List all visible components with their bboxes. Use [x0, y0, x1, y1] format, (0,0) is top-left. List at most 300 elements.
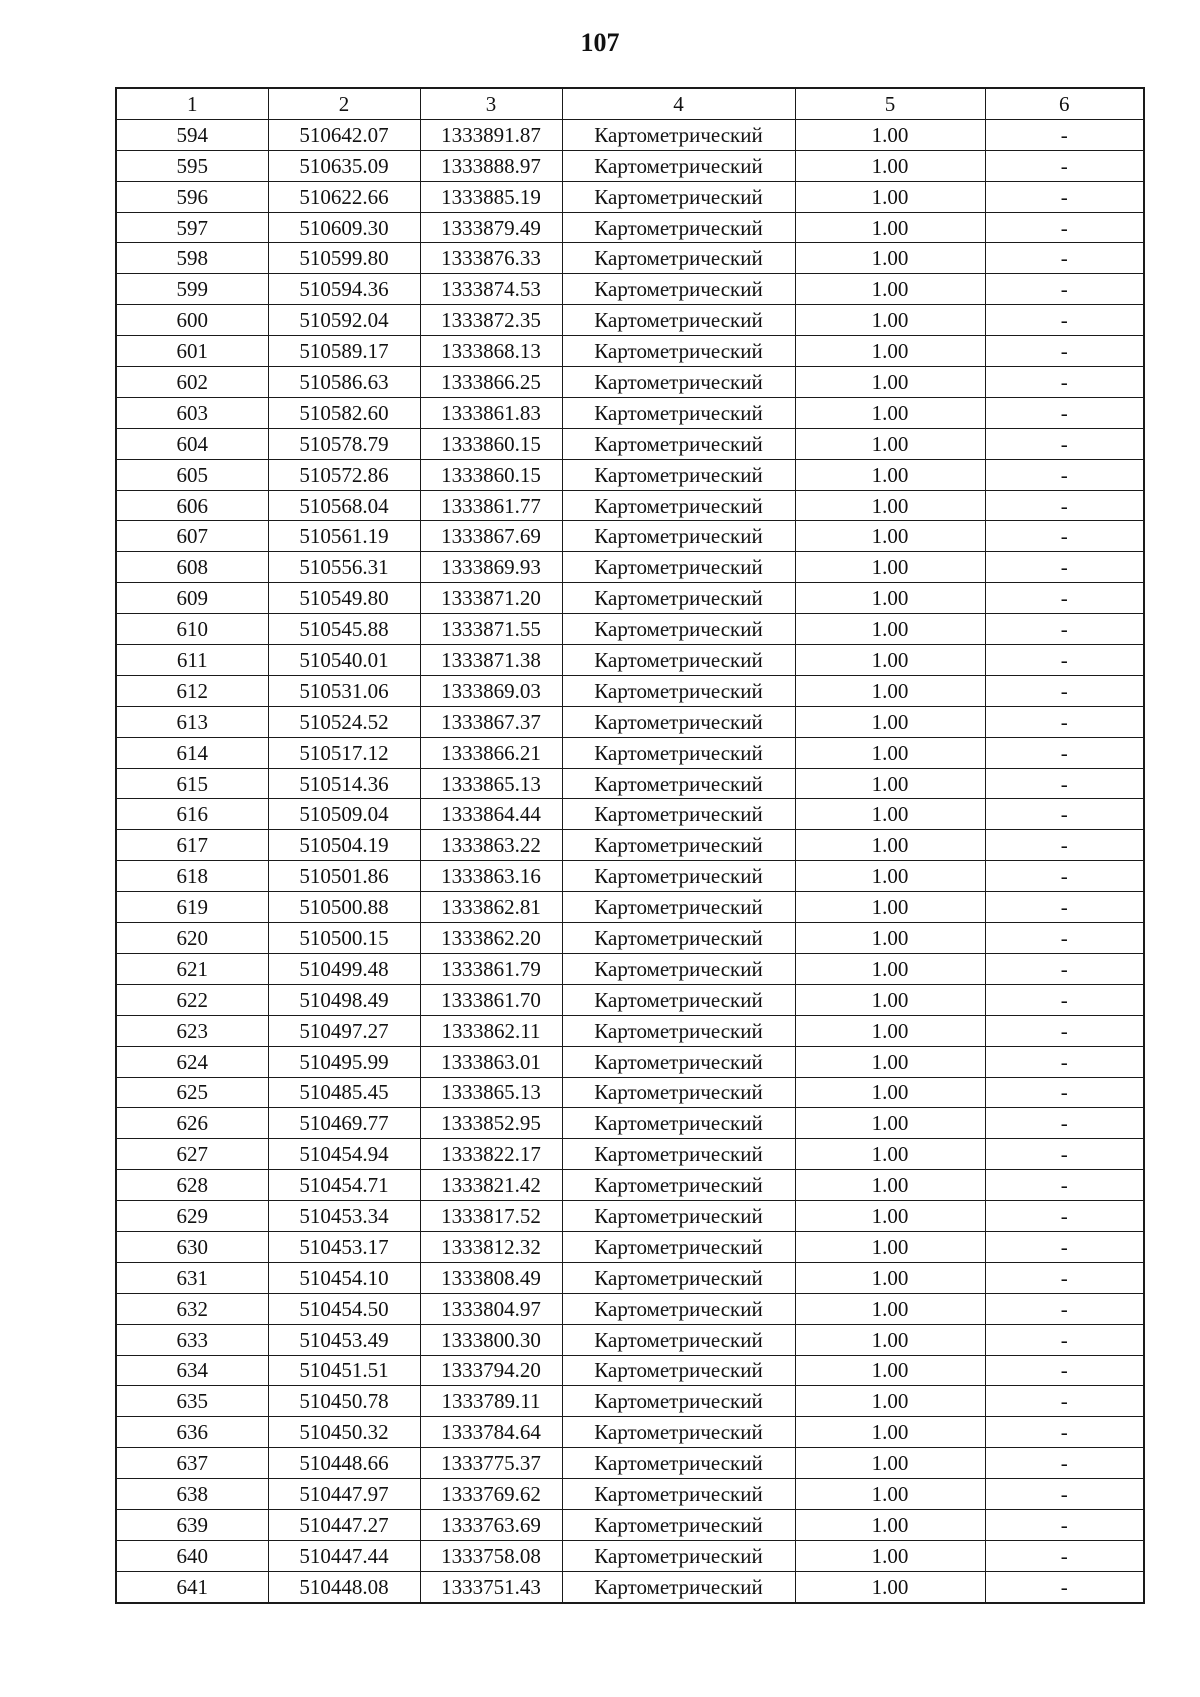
cell-accuracy: 1.00 — [795, 490, 985, 521]
cell-note: - — [985, 1201, 1144, 1232]
cell-coordinate-x: 510540.01 — [268, 645, 420, 676]
cell-note: - — [985, 1324, 1144, 1355]
cell-coordinate-x: 510586.63 — [268, 367, 420, 398]
cell-method: Картометрический — [562, 675, 795, 706]
cell-accuracy: 1.00 — [795, 1479, 985, 1510]
cell-point-number: 600 — [116, 305, 268, 336]
cell-method: Картометрический — [562, 1571, 795, 1602]
cell-point-number: 622 — [116, 984, 268, 1015]
cell-accuracy: 1.00 — [795, 212, 985, 243]
table-row — [116, 459, 1144, 490]
cell-coordinate-y: 1333868.13 — [420, 336, 562, 367]
cell-coordinate-x: 510495.99 — [268, 1046, 420, 1077]
cell-note: - — [985, 984, 1144, 1015]
cell-accuracy: 1.00 — [795, 1231, 985, 1262]
column-header-1: 1 — [116, 88, 268, 119]
cell-method: Картометрический — [562, 119, 795, 150]
cell-note: - — [985, 552, 1144, 583]
cell-coordinate-x: 510545.88 — [268, 614, 420, 645]
cell-method: Картометрический — [562, 336, 795, 367]
cell-point-number: 597 — [116, 212, 268, 243]
cell-coordinate-x: 510592.04 — [268, 305, 420, 336]
cell-coordinate-x: 510504.19 — [268, 830, 420, 861]
cell-method: Картометрический — [562, 953, 795, 984]
cell-note: - — [985, 1046, 1144, 1077]
cell-point-number: 635 — [116, 1386, 268, 1417]
cell-method: Картометрический — [562, 1139, 795, 1170]
cell-coordinate-x: 510447.44 — [268, 1540, 420, 1571]
cell-coordinate-y: 1333865.13 — [420, 1077, 562, 1108]
table-header — [116, 88, 1144, 119]
cell-coordinate-x: 510572.86 — [268, 459, 420, 490]
header-row — [116, 88, 1144, 119]
cell-method: Картометрический — [562, 1509, 795, 1540]
cell-coordinate-y: 1333885.19 — [420, 181, 562, 212]
cell-note: - — [985, 274, 1144, 305]
cell-method: Картометрический — [562, 397, 795, 428]
cell-note: - — [985, 243, 1144, 274]
cell-coordinate-y: 1333817.52 — [420, 1201, 562, 1232]
cell-coordinate-x: 510582.60 — [268, 397, 420, 428]
cell-point-number: 620 — [116, 923, 268, 954]
table-row — [116, 923, 1144, 954]
cell-point-number: 610 — [116, 614, 268, 645]
cell-accuracy: 1.00 — [795, 1417, 985, 1448]
cell-coordinate-y: 1333861.79 — [420, 953, 562, 984]
cell-coordinate-y: 1333852.95 — [420, 1108, 562, 1139]
table-row — [116, 614, 1144, 645]
cell-accuracy: 1.00 — [795, 1386, 985, 1417]
cell-coordinate-x: 510509.04 — [268, 799, 420, 830]
cell-note: - — [985, 181, 1144, 212]
cell-coordinate-x: 510531.06 — [268, 675, 420, 706]
cell-point-number: 639 — [116, 1509, 268, 1540]
cell-coordinate-y: 1333822.17 — [420, 1139, 562, 1170]
cell-coordinate-x: 510501.86 — [268, 861, 420, 892]
cell-point-number: 596 — [116, 181, 268, 212]
cell-note: - — [985, 1509, 1144, 1540]
cell-method: Картометрический — [562, 1386, 795, 1417]
table-row — [116, 706, 1144, 737]
cell-coordinate-y: 1333871.38 — [420, 645, 562, 676]
cell-point-number: 595 — [116, 150, 268, 181]
cell-method: Картометрический — [562, 521, 795, 552]
cell-coordinate-x: 510454.10 — [268, 1262, 420, 1293]
cell-method: Картометрический — [562, 830, 795, 861]
table-row — [116, 1479, 1144, 1510]
table-row — [116, 521, 1144, 552]
cell-point-number: 602 — [116, 367, 268, 398]
cell-note: - — [985, 614, 1144, 645]
cell-coordinate-y: 1333804.97 — [420, 1293, 562, 1324]
cell-point-number: 616 — [116, 799, 268, 830]
cell-coordinate-x: 510499.48 — [268, 953, 420, 984]
cell-coordinate-y: 1333871.55 — [420, 614, 562, 645]
table-row — [116, 1571, 1144, 1602]
cell-method: Картометрический — [562, 984, 795, 1015]
cell-point-number: 614 — [116, 737, 268, 768]
cell-coordinate-x: 510599.80 — [268, 243, 420, 274]
cell-accuracy: 1.00 — [795, 521, 985, 552]
cell-note: - — [985, 397, 1144, 428]
table-row — [116, 1293, 1144, 1324]
table-row — [116, 1201, 1144, 1232]
cell-coordinate-x: 510498.49 — [268, 984, 420, 1015]
cell-accuracy: 1.00 — [795, 984, 985, 1015]
cell-coordinate-y: 1333821.42 — [420, 1170, 562, 1201]
cell-coordinate-x: 510561.19 — [268, 521, 420, 552]
table-row — [116, 490, 1144, 521]
cell-coordinate-y: 1333758.08 — [420, 1540, 562, 1571]
table-row — [116, 150, 1144, 181]
cell-point-number: 617 — [116, 830, 268, 861]
cell-coordinate-y: 1333862.11 — [420, 1015, 562, 1046]
cell-method: Картометрический — [562, 367, 795, 398]
cell-point-number: 627 — [116, 1139, 268, 1170]
cell-note: - — [985, 1417, 1144, 1448]
cell-accuracy: 1.00 — [795, 243, 985, 274]
cell-accuracy: 1.00 — [795, 614, 985, 645]
coordinates-table — [115, 87, 1145, 1604]
cell-coordinate-x: 510497.27 — [268, 1015, 420, 1046]
cell-method: Картометрический — [562, 243, 795, 274]
cell-coordinate-x: 510524.52 — [268, 706, 420, 737]
table-row — [116, 552, 1144, 583]
cell-coordinate-x: 510556.31 — [268, 552, 420, 583]
cell-coordinate-y: 1333866.25 — [420, 367, 562, 398]
cell-coordinate-x: 510448.66 — [268, 1448, 420, 1479]
cell-point-number: 609 — [116, 583, 268, 614]
cell-point-number: 601 — [116, 336, 268, 367]
cell-point-number: 640 — [116, 1540, 268, 1571]
cell-point-number: 641 — [116, 1571, 268, 1602]
cell-method: Картометрический — [562, 181, 795, 212]
cell-accuracy: 1.00 — [795, 892, 985, 923]
cell-coordinate-x: 510453.34 — [268, 1201, 420, 1232]
cell-point-number: 633 — [116, 1324, 268, 1355]
cell-accuracy: 1.00 — [795, 768, 985, 799]
cell-method: Картометрический — [562, 1231, 795, 1262]
cell-note: - — [985, 1262, 1144, 1293]
cell-coordinate-y: 1333888.97 — [420, 150, 562, 181]
cell-coordinate-y: 1333863.01 — [420, 1046, 562, 1077]
cell-accuracy: 1.00 — [795, 367, 985, 398]
cell-point-number: 634 — [116, 1355, 268, 1386]
table-row — [116, 675, 1144, 706]
cell-point-number: 608 — [116, 552, 268, 583]
table-row — [116, 1355, 1144, 1386]
cell-coordinate-x: 510454.94 — [268, 1139, 420, 1170]
cell-coordinate-y: 1333751.43 — [420, 1571, 562, 1602]
page-number: 107 — [580, 28, 620, 57]
cell-coordinate-y: 1333789.11 — [420, 1386, 562, 1417]
cell-accuracy: 1.00 — [795, 1139, 985, 1170]
cell-method: Картометрический — [562, 1355, 795, 1386]
table-row — [116, 181, 1144, 212]
cell-coordinate-x: 510454.71 — [268, 1170, 420, 1201]
cell-accuracy: 1.00 — [795, 552, 985, 583]
table-row — [116, 1108, 1144, 1139]
table-row — [116, 737, 1144, 768]
cell-coordinate-y: 1333874.53 — [420, 274, 562, 305]
table-row — [116, 119, 1144, 150]
cell-method: Картометрический — [562, 1448, 795, 1479]
cell-accuracy: 1.00 — [795, 1324, 985, 1355]
cell-coordinate-x: 510447.97 — [268, 1479, 420, 1510]
cell-coordinate-x: 510514.36 — [268, 768, 420, 799]
cell-coordinate-x: 510453.49 — [268, 1324, 420, 1355]
cell-point-number: 629 — [116, 1201, 268, 1232]
cell-note: - — [985, 830, 1144, 861]
cell-note: - — [985, 706, 1144, 737]
cell-coordinate-y: 1333861.83 — [420, 397, 562, 428]
cell-accuracy: 1.00 — [795, 1108, 985, 1139]
table-row — [116, 1262, 1144, 1293]
cell-point-number: 631 — [116, 1262, 268, 1293]
cell-coordinate-x: 510485.45 — [268, 1077, 420, 1108]
cell-method: Картометрический — [562, 150, 795, 181]
cell-coordinate-y: 1333866.21 — [420, 737, 562, 768]
cell-accuracy: 1.00 — [795, 923, 985, 954]
cell-note: - — [985, 675, 1144, 706]
cell-coordinate-y: 1333808.49 — [420, 1262, 562, 1293]
cell-note: - — [985, 799, 1144, 830]
cell-note: - — [985, 645, 1144, 676]
cell-point-number: 613 — [116, 706, 268, 737]
cell-coordinate-x: 510450.78 — [268, 1386, 420, 1417]
cell-note: - — [985, 737, 1144, 768]
cell-coordinate-y: 1333891.87 — [420, 119, 562, 150]
cell-method: Картометрический — [562, 1046, 795, 1077]
cell-note: - — [985, 768, 1144, 799]
cell-method: Картометрический — [562, 459, 795, 490]
cell-coordinate-x: 510642.07 — [268, 119, 420, 150]
cell-point-number: 624 — [116, 1046, 268, 1077]
cell-accuracy: 1.00 — [795, 1262, 985, 1293]
cell-coordinate-x: 510622.66 — [268, 181, 420, 212]
table-row — [116, 768, 1144, 799]
cell-accuracy: 1.00 — [795, 706, 985, 737]
cell-method: Картометрический — [562, 737, 795, 768]
cell-coordinate-y: 1333794.20 — [420, 1355, 562, 1386]
cell-point-number: 626 — [116, 1108, 268, 1139]
cell-method: Картометрический — [562, 1540, 795, 1571]
table-row — [116, 1509, 1144, 1540]
cell-coordinate-y: 1333862.81 — [420, 892, 562, 923]
cell-note: - — [985, 1108, 1144, 1139]
cell-coordinate-y: 1333784.64 — [420, 1417, 562, 1448]
cell-method: Картометрический — [562, 490, 795, 521]
cell-coordinate-y: 1333869.93 — [420, 552, 562, 583]
cell-point-number: 638 — [116, 1479, 268, 1510]
table-row — [116, 1077, 1144, 1108]
cell-method: Картометрический — [562, 1077, 795, 1108]
cell-note: - — [985, 1386, 1144, 1417]
table-row — [116, 1139, 1144, 1170]
cell-coordinate-x: 510549.80 — [268, 583, 420, 614]
cell-accuracy: 1.00 — [795, 1293, 985, 1324]
cell-note: - — [985, 367, 1144, 398]
cell-method: Картометрический — [562, 305, 795, 336]
cell-note: - — [985, 305, 1144, 336]
cell-accuracy: 1.00 — [795, 830, 985, 861]
cell-accuracy: 1.00 — [795, 861, 985, 892]
cell-method: Картометрический — [562, 768, 795, 799]
table-row — [116, 799, 1144, 830]
cell-coordinate-x: 510578.79 — [268, 428, 420, 459]
cell-point-number: 604 — [116, 428, 268, 459]
cell-point-number: 623 — [116, 1015, 268, 1046]
cell-coordinate-y: 1333869.03 — [420, 675, 562, 706]
cell-coordinate-y: 1333763.69 — [420, 1509, 562, 1540]
cell-coordinate-y: 1333863.16 — [420, 861, 562, 892]
cell-coordinate-y: 1333864.44 — [420, 799, 562, 830]
cell-note: - — [985, 428, 1144, 459]
cell-accuracy: 1.00 — [795, 1015, 985, 1046]
cell-accuracy: 1.00 — [795, 336, 985, 367]
cell-accuracy: 1.00 — [795, 1201, 985, 1232]
cell-coordinate-x: 510589.17 — [268, 336, 420, 367]
table-row — [116, 892, 1144, 923]
table-row — [116, 1046, 1144, 1077]
cell-coordinate-y: 1333872.35 — [420, 305, 562, 336]
table-row — [116, 336, 1144, 367]
cell-coordinate-x: 510594.36 — [268, 274, 420, 305]
cell-coordinate-y: 1333800.30 — [420, 1324, 562, 1355]
cell-accuracy: 1.00 — [795, 1571, 985, 1602]
cell-coordinate-x: 510500.88 — [268, 892, 420, 923]
cell-coordinate-x: 510447.27 — [268, 1509, 420, 1540]
cell-note: - — [985, 1479, 1144, 1510]
cell-point-number: 615 — [116, 768, 268, 799]
cell-point-number: 607 — [116, 521, 268, 552]
table-row — [116, 984, 1144, 1015]
cell-point-number: 621 — [116, 953, 268, 984]
cell-coordinate-y: 1333862.20 — [420, 923, 562, 954]
cell-coordinate-y: 1333876.33 — [420, 243, 562, 274]
cell-method: Картометрический — [562, 428, 795, 459]
cell-accuracy: 1.00 — [795, 1077, 985, 1108]
cell-note: - — [985, 1077, 1144, 1108]
cell-note: - — [985, 1170, 1144, 1201]
cell-point-number: 632 — [116, 1293, 268, 1324]
cell-coordinate-y: 1333867.37 — [420, 706, 562, 737]
cell-coordinate-x: 510451.51 — [268, 1355, 420, 1386]
cell-coordinate-x: 510500.15 — [268, 923, 420, 954]
cell-note: - — [985, 150, 1144, 181]
table-row — [116, 830, 1144, 861]
table-row — [116, 1386, 1144, 1417]
cell-note: - — [985, 1355, 1144, 1386]
table-row — [116, 1324, 1144, 1355]
cell-point-number: 630 — [116, 1231, 268, 1262]
cell-accuracy: 1.00 — [795, 459, 985, 490]
cell-accuracy: 1.00 — [795, 428, 985, 459]
table-row — [116, 1448, 1144, 1479]
cell-accuracy: 1.00 — [795, 1540, 985, 1571]
cell-method: Картометрический — [562, 583, 795, 614]
cell-note: - — [985, 1139, 1144, 1170]
cell-method: Картометрический — [562, 552, 795, 583]
table-row — [116, 1231, 1144, 1262]
cell-coordinate-x: 510517.12 — [268, 737, 420, 768]
cell-note: - — [985, 583, 1144, 614]
cell-coordinate-y: 1333812.32 — [420, 1231, 562, 1262]
cell-accuracy: 1.00 — [795, 1046, 985, 1077]
cell-point-number: 594 — [116, 119, 268, 150]
cell-coordinate-x: 510454.50 — [268, 1293, 420, 1324]
cell-method: Картометрический — [562, 1324, 795, 1355]
cell-accuracy: 1.00 — [795, 119, 985, 150]
cell-method: Картометрический — [562, 892, 795, 923]
cell-note: - — [985, 521, 1144, 552]
cell-coordinate-y: 1333863.22 — [420, 830, 562, 861]
cell-accuracy: 1.00 — [795, 1509, 985, 1540]
cell-note: - — [985, 1540, 1144, 1571]
cell-method: Картометрический — [562, 706, 795, 737]
cell-point-number: 606 — [116, 490, 268, 521]
cell-coordinate-y: 1333879.49 — [420, 212, 562, 243]
cell-coordinate-x: 510453.17 — [268, 1231, 420, 1262]
table-body — [116, 119, 1144, 1602]
cell-method: Картометрический — [562, 645, 795, 676]
cell-coordinate-y: 1333861.77 — [420, 490, 562, 521]
cell-note: - — [985, 1571, 1144, 1602]
cell-accuracy: 1.00 — [795, 583, 985, 614]
table-row — [116, 953, 1144, 984]
cell-method: Картометрический — [562, 799, 795, 830]
cell-point-number: 612 — [116, 675, 268, 706]
cell-note: - — [985, 336, 1144, 367]
cell-note: - — [985, 1231, 1144, 1262]
cell-accuracy: 1.00 — [795, 1170, 985, 1201]
cell-coordinate-x: 510450.32 — [268, 1417, 420, 1448]
cell-method: Картометрический — [562, 1479, 795, 1510]
cell-accuracy: 1.00 — [795, 953, 985, 984]
cell-point-number: 605 — [116, 459, 268, 490]
table-row — [116, 1015, 1144, 1046]
cell-method: Картометрический — [562, 212, 795, 243]
cell-note: - — [985, 953, 1144, 984]
cell-note: - — [985, 892, 1144, 923]
column-header-5: 5 — [795, 88, 985, 119]
cell-coordinate-y: 1333860.15 — [420, 459, 562, 490]
cell-accuracy: 1.00 — [795, 150, 985, 181]
cell-note: - — [985, 490, 1144, 521]
table-row — [116, 274, 1144, 305]
cell-method: Картометрический — [562, 1015, 795, 1046]
cell-point-number: 628 — [116, 1170, 268, 1201]
cell-note: - — [985, 861, 1144, 892]
cell-accuracy: 1.00 — [795, 799, 985, 830]
cell-accuracy: 1.00 — [795, 305, 985, 336]
column-header-6: 6 — [985, 88, 1144, 119]
table-row — [116, 645, 1144, 676]
cell-point-number: 618 — [116, 861, 268, 892]
table-row — [116, 1417, 1144, 1448]
cell-coordinate-x: 510635.09 — [268, 150, 420, 181]
cell-note: - — [985, 1015, 1144, 1046]
cell-method: Картометрический — [562, 861, 795, 892]
cell-accuracy: 1.00 — [795, 675, 985, 706]
table-row — [116, 861, 1144, 892]
cell-point-number: 611 — [116, 645, 268, 676]
table-row — [116, 367, 1144, 398]
cell-note: - — [985, 459, 1144, 490]
cell-method: Картометрический — [562, 1108, 795, 1139]
cell-coordinate-y: 1333861.70 — [420, 984, 562, 1015]
cell-point-number: 598 — [116, 243, 268, 274]
